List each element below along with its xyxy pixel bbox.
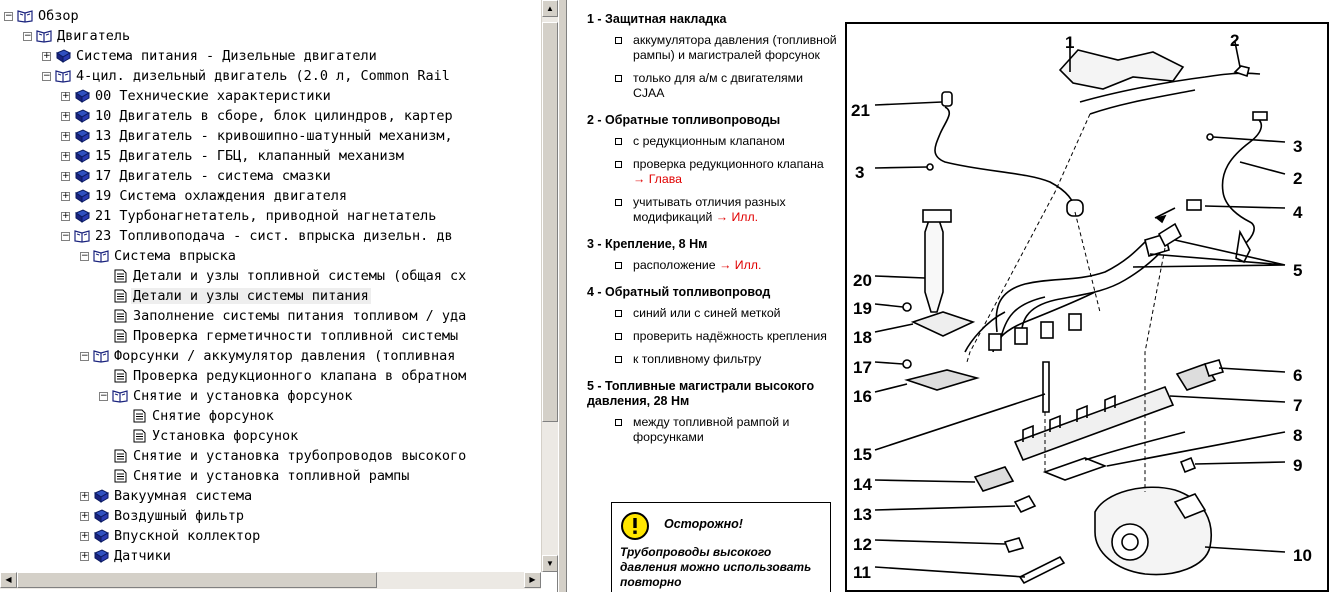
tree-item-label[interactable]: Заполнение системы питания топливом / уда	[133, 308, 467, 324]
tree-item[interactable]	[99, 466, 411, 486]
expand-icon[interactable]: +	[81, 510, 89, 521]
page-icon	[112, 329, 128, 343]
closed-book-icon	[93, 509, 109, 523]
page-icon	[112, 289, 128, 303]
scroll-up-button[interactable]: ▲	[542, 0, 558, 17]
scroll-left-button[interactable]: ◀	[0, 572, 17, 588]
expand-icon[interactable]: +	[62, 90, 70, 101]
open-book-icon	[93, 249, 109, 263]
legend-bullet-text: аккумулятора давления (топливной рампы) и магистралей форсунок	[633, 33, 837, 62]
tree-item[interactable]	[99, 366, 468, 386]
legend-bullet	[587, 33, 837, 63]
tree-spacer	[99, 472, 108, 481]
legend-section	[587, 237, 837, 273]
tree-spacer	[99, 312, 108, 321]
cross-reference-link[interactable]: → Илл.	[719, 258, 762, 272]
tree-item[interactable]	[61, 206, 438, 226]
tree-spacer	[99, 272, 108, 281]
legend-section	[587, 12, 837, 101]
tree-item[interactable]	[80, 546, 173, 566]
page-icon	[112, 269, 128, 283]
scroll-down-button[interactable]: ▼	[542, 555, 558, 572]
tree-spacer	[99, 372, 108, 381]
legend-section-title: 2 - Обратные топливопроводы	[587, 113, 781, 127]
callout-number: 2	[1293, 169, 1303, 188]
collapse-icon[interactable]: −	[100, 390, 108, 401]
tree-item[interactable]	[80, 526, 262, 546]
page-icon	[112, 469, 128, 483]
scroll-thumb[interactable]	[542, 22, 558, 422]
collapse-icon[interactable]: −	[62, 230, 70, 241]
tree-item-label[interactable]: Снятие и установка форсунок	[133, 388, 353, 404]
collapse-icon[interactable]: −	[24, 30, 32, 41]
tree-item[interactable]	[61, 226, 455, 246]
expand-icon[interactable]: +	[62, 190, 70, 201]
expand-icon[interactable]: +	[81, 490, 89, 501]
tree-item[interactable]	[80, 486, 254, 506]
open-book-icon	[36, 29, 52, 43]
legend-bullet	[587, 329, 837, 344]
tree-item-label[interactable]: Установка форсунок	[152, 428, 299, 444]
tree-item[interactable]	[99, 386, 354, 406]
callout-number: 2	[1230, 31, 1240, 50]
tree-pane	[0, 0, 558, 592]
callout-number: 13	[853, 505, 872, 524]
callout-number: 11	[853, 563, 871, 582]
tree-item[interactable]	[61, 166, 333, 186]
closed-book-icon	[74, 149, 90, 163]
tree-item-label[interactable]: 4-цил. дизельный двигатель (2.0 л, Common Rail	[76, 68, 450, 84]
legend-bullet-text: к топливному фильтру	[633, 352, 762, 366]
tree-item[interactable]	[99, 326, 460, 346]
tree-item[interactable]	[80, 246, 238, 266]
legend-bullet-text: проверка редукционного клапана	[633, 157, 824, 171]
tree-item-label[interactable]: Форсунки / аккумулятор давления (топливная	[114, 348, 456, 364]
tree-item-label[interactable]: Впускной коллектор	[114, 528, 261, 544]
tree-item[interactable]	[61, 146, 406, 166]
tree-horizontal-scrollbar[interactable]	[0, 572, 541, 589]
legend-bullet	[587, 352, 837, 367]
callout-number: 8	[1293, 426, 1303, 445]
tree-item[interactable]	[80, 506, 246, 526]
open-book-icon	[93, 349, 109, 363]
tree-item-label[interactable]: 10 Двигатель в сборе, блок цилиндров, картер	[95, 108, 453, 124]
tree-item[interactable]	[42, 66, 452, 86]
collapse-icon[interactable]: −	[5, 10, 13, 21]
legend-section-title: 3 - Крепление, 8 Нм	[587, 237, 708, 251]
expand-icon[interactable]: +	[62, 110, 70, 121]
legend-section-title: 1 - Защитная накладка	[587, 12, 727, 26]
legend-bullet	[587, 195, 837, 225]
scroll-right-button[interactable]: ▶	[524, 572, 541, 588]
legend-bullet	[587, 157, 837, 187]
legend-bullet	[587, 134, 837, 149]
tree-item[interactable]	[99, 446, 468, 466]
legend-bullet	[587, 415, 837, 445]
tree-item-label[interactable]: Снятие и установка трубопроводов высокого	[133, 448, 467, 464]
closed-book-icon	[55, 49, 71, 63]
collapse-icon[interactable]: −	[43, 70, 51, 81]
tree-item-label[interactable]: Проверка редукционного клапана в обратном	[133, 368, 467, 384]
callout-number: 7	[1293, 396, 1303, 415]
callout-number: 3	[1293, 137, 1303, 156]
expand-icon[interactable]: +	[62, 210, 70, 221]
warning-icon	[620, 511, 650, 541]
expand-icon[interactable]: +	[81, 550, 89, 561]
expand-icon[interactable]: +	[43, 50, 51, 61]
callout-number: 17	[853, 358, 872, 377]
tree-item-label[interactable]: Двигатель	[57, 28, 131, 44]
callout-number: 9	[1293, 456, 1303, 475]
legend-bullet-text: между топливной рампой и форсунками	[633, 415, 790, 444]
collapse-icon[interactable]: −	[81, 250, 89, 261]
legend-bullet-text: только для а/м с двигателями CJAA	[633, 71, 803, 100]
open-book-icon	[17, 9, 33, 23]
legend-section-title: 4 - Обратный топливопровод	[587, 285, 771, 299]
open-book-icon	[55, 69, 71, 83]
tree-item-label[interactable]: Система впрыска	[114, 248, 236, 264]
tree-item-label[interactable]: Обзор	[38, 8, 79, 24]
closed-book-icon	[74, 129, 90, 143]
tree-vertical-scrollbar[interactable]	[541, 0, 558, 572]
tree-spacer	[99, 332, 108, 341]
closed-book-icon	[74, 109, 90, 123]
tree-item[interactable]	[23, 26, 132, 46]
legend-bullet-text: учитывать отличия разных модификаций	[633, 195, 786, 224]
tree-item[interactable]	[4, 6, 81, 26]
cross-reference-link[interactable]: → Илл.	[715, 210, 759, 224]
tree-item-label[interactable]: 21 Турбонагнетатель, приводной нагнетатель	[95, 208, 437, 224]
expand-icon[interactable]: +	[62, 170, 70, 181]
h-scroll-thumb[interactable]	[17, 572, 377, 588]
tree-item-label[interactable]: Детали и узлы системы питания	[133, 288, 369, 304]
closed-book-icon	[93, 489, 109, 503]
legend-bullet	[587, 258, 837, 273]
tree-spacer	[118, 412, 127, 421]
document-pane	[566, 0, 1336, 592]
legend-bullet	[587, 71, 837, 101]
callout-number: 14	[853, 475, 872, 494]
legend-bullet-text: расположение	[633, 258, 716, 272]
callout-number: 4	[1293, 203, 1303, 222]
legend-bullet	[587, 306, 837, 321]
tree-item[interactable]	[61, 126, 455, 146]
tree-item[interactable]	[118, 426, 300, 446]
legend-section	[587, 379, 837, 445]
expand-icon[interactable]: +	[62, 130, 70, 141]
callout-number: 18	[853, 328, 872, 347]
open-book-icon	[112, 389, 128, 403]
legend-bullet-text: проверить надёжность крепления	[633, 329, 827, 343]
closed-book-icon	[93, 549, 109, 563]
callout-number: 1	[1065, 33, 1075, 52]
tree-item[interactable]	[42, 46, 379, 66]
tree-spacer	[118, 432, 127, 441]
tree-item[interactable]	[61, 186, 349, 206]
warning-title: Осторожно!	[664, 517, 743, 531]
pane-splitter[interactable]	[558, 0, 566, 592]
legend-section	[587, 285, 837, 367]
fuel-system-diagram	[845, 22, 1329, 592]
tree-item[interactable]	[99, 306, 468, 326]
closed-book-icon	[74, 89, 90, 103]
contents-tree	[0, 0, 541, 572]
tree-item-label[interactable]: 13 Двигатель - кривошипно-шатунный механизм,	[95, 128, 453, 144]
page-icon	[112, 449, 128, 463]
callout-number: 16	[853, 387, 872, 406]
tree-item-label[interactable]: Проверка герметичности топливной системы	[133, 328, 459, 344]
closed-book-icon	[74, 189, 90, 203]
tree-item-label[interactable]: Датчики	[114, 548, 171, 564]
callout-number: 15	[853, 445, 872, 464]
legend-text	[587, 12, 837, 457]
callout-number: 6	[1293, 366, 1303, 385]
callout-number: 3	[855, 163, 865, 182]
tree-item-label[interactable]: Снятие и установка топливной рампы	[133, 468, 410, 484]
tree-item-label[interactable]: 15 Двигатель - ГБЦ, клапанный механизм	[95, 148, 404, 164]
tree-item-label[interactable]: 17 Двигатель - система смазки	[95, 168, 331, 184]
tree-item-label[interactable]: Вакуумная система	[114, 488, 253, 504]
tree-item[interactable]	[99, 266, 468, 286]
tree-item[interactable]	[61, 106, 455, 126]
tree-item-label[interactable]: Система питания - Дизельные двигатели	[76, 48, 377, 64]
expand-icon[interactable]: +	[62, 150, 70, 161]
collapse-icon[interactable]: −	[81, 350, 89, 361]
tree-item-label[interactable]: 19 Система охлаждения двигателя	[95, 188, 347, 204]
tree-spacer	[99, 452, 108, 461]
callout-number: 21	[851, 101, 870, 120]
page-icon	[131, 409, 147, 423]
page-icon	[131, 429, 147, 443]
tree-spacer	[99, 292, 108, 301]
tree-item-label[interactable]: Снятие форсунок	[152, 408, 274, 424]
warning-box	[611, 502, 831, 592]
tree-item-label[interactable]: 00 Технические характеристики	[95, 88, 331, 104]
callout-number: 12	[853, 535, 872, 554]
expand-icon[interactable]: +	[81, 530, 89, 541]
tree-item-label[interactable]: Воздушный фильтр	[114, 508, 245, 524]
legend-section	[587, 113, 837, 225]
tree-item[interactable]	[61, 86, 333, 106]
legend-bullet-text: синий или с синей меткой	[633, 306, 781, 320]
closed-book-icon	[74, 169, 90, 183]
callout-number: 10	[1293, 546, 1312, 565]
legend-bullet-text: с редукционным клапаном	[633, 134, 785, 148]
callout-number: 19	[853, 299, 872, 318]
tree-item-label[interactable]: Детали и узлы топливной системы (общая сх	[133, 268, 467, 284]
page-icon	[112, 369, 128, 383]
closed-book-icon	[93, 529, 109, 543]
closed-book-icon	[74, 209, 90, 223]
callout-number: 20	[853, 271, 872, 290]
tree-item-label[interactable]: 23 Топливоподача - сист. впрыска дизельн. дв	[95, 228, 453, 244]
tree-item[interactable]	[118, 406, 276, 426]
page-icon	[112, 309, 128, 323]
callout-number: 5	[1293, 261, 1303, 280]
tree-item[interactable]	[99, 286, 371, 306]
open-book-icon	[74, 229, 90, 243]
cross-reference-link[interactable]: → Глава	[633, 172, 682, 186]
legend-section-title: 5 - Топливные магистрали высокого давления, 28 Нм	[587, 379, 815, 408]
warning-text: Трубопроводы высокого давления можно использовать повторно	[620, 545, 812, 589]
tree-item[interactable]	[80, 346, 457, 366]
